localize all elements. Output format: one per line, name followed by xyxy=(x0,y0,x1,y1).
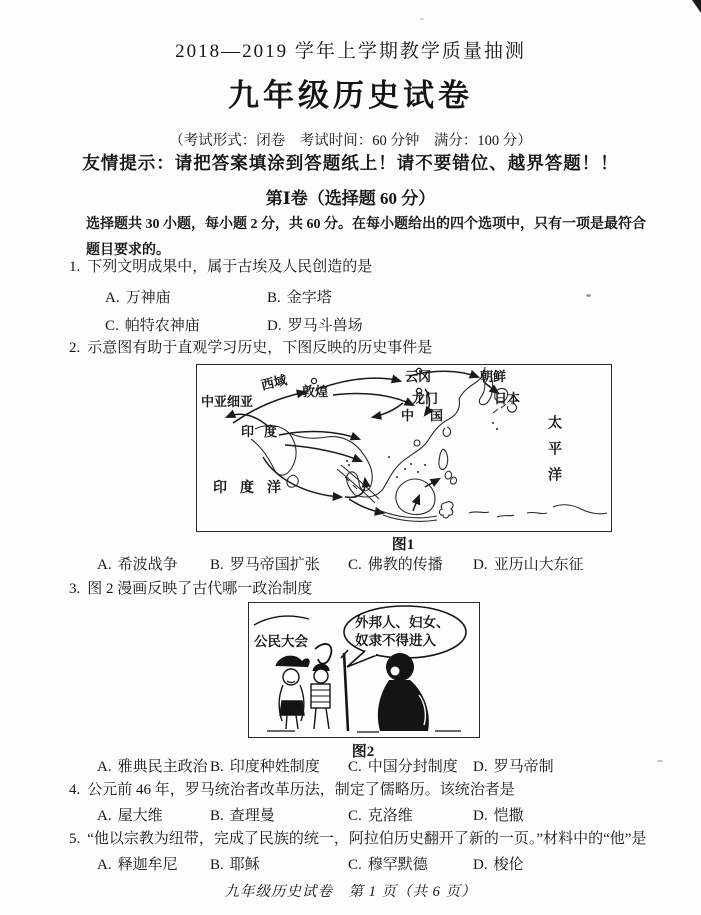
question-4-stem xyxy=(69,780,671,800)
option-c xyxy=(348,855,473,875)
option-b xyxy=(210,806,348,826)
option-d xyxy=(473,855,671,875)
option-label: B. xyxy=(210,857,224,873)
option-label: C. xyxy=(348,759,362,775)
scan-artifact xyxy=(420,18,424,20)
map-label-india: 印度 xyxy=(241,424,288,439)
question-stem-text: “他以宗教为纽带，完成了民族的统一，阿拉伯历史翻开了新的一页。”材料中的“他”是 xyxy=(87,831,647,847)
option-text: 印度种姓制度 xyxy=(229,759,320,775)
option-text: 恺撒 xyxy=(493,808,524,824)
option-label: A. xyxy=(97,759,112,775)
option-a xyxy=(105,288,267,308)
option-text: 雅典民主政治 xyxy=(117,759,208,775)
page-footer: 九年级历史试卷 第 1 页（共 6 页） xyxy=(224,884,477,900)
map-label-longmen: 龙门 xyxy=(412,391,439,406)
map-label-indian-ocean: 印度洋 xyxy=(213,481,294,496)
option-label: C. xyxy=(348,808,362,824)
option-text: 克洛维 xyxy=(367,808,413,824)
question-2 xyxy=(69,338,671,358)
map-label-yungang: 云冈 xyxy=(405,369,432,384)
exam-session-subtitle: 2018—2019 学年上学期教学质量抽测 xyxy=(175,41,526,62)
option-text: 释迦牟尼 xyxy=(117,857,178,873)
page-title: 九年级历史试卷 xyxy=(228,78,473,113)
map-sea-dots xyxy=(346,422,498,478)
question-1-options xyxy=(69,288,671,336)
option-text: 金字塔 xyxy=(286,290,332,306)
option-label: D. xyxy=(473,557,488,573)
option-d xyxy=(473,555,681,575)
question-stem-text: 图 2 漫画反映了古代哪一政治制度 xyxy=(87,581,313,597)
question-1 xyxy=(69,257,671,336)
option-a xyxy=(97,555,210,575)
map-label-china: 中国 xyxy=(401,408,460,423)
option-label: A. xyxy=(97,557,112,573)
question-1-stem xyxy=(69,257,671,277)
option-text: 梭伦 xyxy=(493,857,524,873)
assembly-label: 公民大会 xyxy=(254,634,308,649)
option-text: 穆罕默德 xyxy=(367,857,428,873)
question-3 xyxy=(69,579,671,599)
citizen-figure xyxy=(276,656,309,729)
ground-strokes xyxy=(267,731,461,732)
option-label: C. xyxy=(105,318,119,334)
speech-bubble-text: 外邦人、妇女、奴隶不得进入 xyxy=(355,615,450,648)
option-label: D. xyxy=(473,808,488,824)
option-text: 查理曼 xyxy=(229,808,275,824)
option-text: 罗马斗兽场 xyxy=(287,318,363,334)
question-5 xyxy=(69,829,671,875)
option-a xyxy=(97,855,210,875)
question-2-options xyxy=(69,555,681,575)
question-5-options xyxy=(69,855,671,875)
option-c xyxy=(105,316,267,336)
scan-artifact xyxy=(691,0,701,13)
option-a xyxy=(97,757,210,777)
question-number: 3. xyxy=(69,581,81,597)
option-text: 帕特农神庙 xyxy=(124,318,200,334)
option-text: 屋大维 xyxy=(117,808,163,824)
question-3-options xyxy=(69,757,681,777)
exam-info-line: （考试形式：闭卷 考试时间：60 分钟 满分：100 分） xyxy=(169,133,532,149)
question-stem-text: 公元前 46 年，罗马统治者改革历法，制定了儒略历。该统治者是 xyxy=(87,782,515,798)
option-d xyxy=(267,316,671,336)
option-label: B. xyxy=(210,759,224,775)
question-number: 4. xyxy=(69,782,81,798)
option-a xyxy=(97,806,210,826)
question-4-options xyxy=(69,806,671,826)
option-label: B. xyxy=(210,557,224,573)
map-label-dunhuang: 敦煌 xyxy=(302,384,329,399)
map-label-western-regions: 西域 xyxy=(259,372,289,393)
option-label: D. xyxy=(473,759,488,775)
option-text: 罗马帝国扩张 xyxy=(229,557,320,573)
option-c xyxy=(348,757,473,777)
option-label: C. xyxy=(348,857,362,873)
option-d xyxy=(473,806,671,826)
option-text: 亚历山大东征 xyxy=(493,557,584,573)
option-b xyxy=(210,757,348,777)
option-text: 耶稣 xyxy=(229,857,260,873)
option-c xyxy=(348,806,473,826)
option-label: C. xyxy=(348,557,362,573)
figure-2-cartoon xyxy=(248,602,480,738)
scene-swoosh xyxy=(254,616,309,625)
question-stem-text: 示意图有助于直观学习历史，下图反映的历史事件是 xyxy=(87,340,433,356)
question-stem-text: 下列文明成果中，属于古埃及人民创造的是 xyxy=(87,259,373,275)
option-text: 万神庙 xyxy=(125,290,171,306)
option-label: B. xyxy=(210,808,224,824)
figure-1-caption: 图1 xyxy=(391,537,415,553)
option-text: 佛教的传播 xyxy=(367,557,443,573)
question-5-stem xyxy=(69,829,671,849)
option-c xyxy=(348,555,473,575)
option-b xyxy=(267,288,671,308)
option-text: 罗马帝制 xyxy=(493,759,554,775)
option-label: A. xyxy=(97,808,112,824)
scan-artifact xyxy=(657,760,663,762)
option-d xyxy=(473,757,681,777)
map-label-pacific-ocean: 太平洋 xyxy=(546,415,561,493)
instructions-line-1: 选择题共 30 小题，每小题 2 分，共 60 分。在每小题给出的四个选项中，只有一项是最符合 xyxy=(86,217,646,232)
woman-figure xyxy=(378,653,429,731)
instructions-line-2: 题目要求的。 xyxy=(86,243,170,258)
option-text: 希波战争 xyxy=(117,557,178,573)
map-label-japan: 日本 xyxy=(494,391,521,406)
option-b xyxy=(210,555,348,575)
guard-figure xyxy=(311,644,348,731)
question-number: 5. xyxy=(69,831,81,847)
map-label-central-asia: 中亚细亚 xyxy=(201,394,254,409)
option-label: B. xyxy=(267,290,281,306)
question-4 xyxy=(69,780,671,826)
scan-artifact xyxy=(586,294,591,297)
question-number: 2. xyxy=(69,340,81,356)
option-label: A. xyxy=(97,857,112,873)
figure-1-map xyxy=(196,364,612,532)
friendly-notice-line: 友情提示：请把答案填涂到答题纸上！请不要错位、越界答题！！ xyxy=(82,153,619,173)
option-label: D. xyxy=(267,318,282,334)
option-b xyxy=(210,855,348,875)
option-text: 中国分封制度 xyxy=(367,759,458,775)
option-label: A. xyxy=(105,290,120,306)
section-1-heading: 第Ⅰ卷（选择题 60 分） xyxy=(265,189,436,208)
figure-2-caption: 图2 xyxy=(351,744,375,760)
option-label: D. xyxy=(473,857,488,873)
map-label-korea: 朝鲜 xyxy=(480,369,507,384)
question-number: 1. xyxy=(69,259,81,275)
